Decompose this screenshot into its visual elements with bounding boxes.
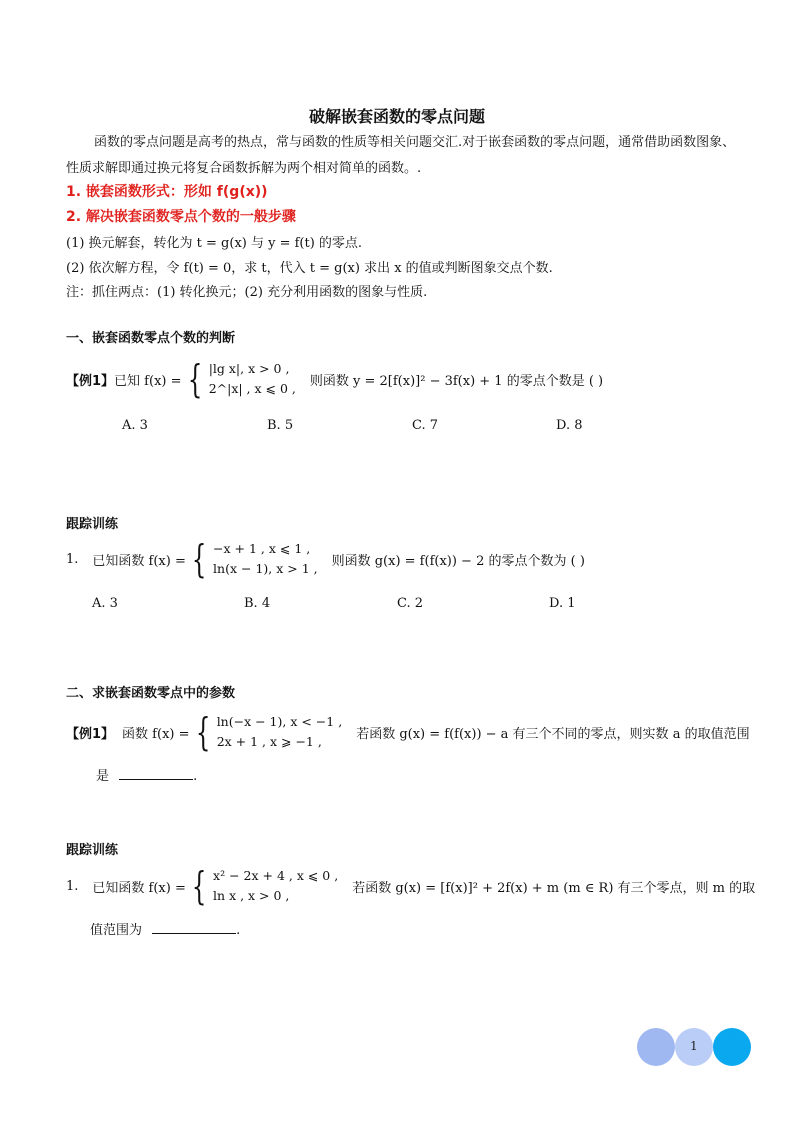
brace-glyph: {: [191, 864, 207, 908]
practice-1-heading: 跟踪训练: [66, 517, 119, 532]
example-question: 若函数 g(x) = f(f(x)) − a 有三个不同的零点，则实数 a 的取值范围: [356, 726, 750, 742]
example-lead: 函数 f(x) =: [122, 726, 190, 742]
note: 注：抓住两点：(1) 转化换元；(2) 充分利用函数的图象与性质.: [66, 285, 428, 300]
piecewise-cases: [209, 359, 296, 399]
option-b: B. 5: [267, 418, 294, 433]
answer-line: [96, 765, 197, 784]
intro-paragraph: 函数的零点问题是高考的热点，常与函数的性质等相关问题交汇.对于嵌套函数的零点问题，通常借助函数图象、性质求解即通过换元将复合函数拆解为两个相对简单的函数。.: [66, 135, 736, 176]
option-c: C. 2: [397, 596, 424, 611]
practice-label: 1.: [66, 878, 79, 894]
option-c: C. 7: [412, 418, 439, 433]
case-1: −x + 1 , x ⩽ 1 ,: [213, 541, 311, 556]
step-2: (2) 依次解方程，令 f(t) = 0，求 t，代入 t = g(x) 求出 x 的值或判断图象交点个数.: [66, 261, 553, 276]
piecewise-cases: [217, 712, 343, 752]
answer-suffix: .: [236, 923, 241, 938]
practice-question: 则函数 g(x) = f(f(x)) − 2 的零点个数为 ( ): [331, 553, 585, 569]
answer-blank[interactable]: [152, 919, 236, 934]
brace-glyph: {: [187, 357, 202, 401]
practice-lead: 已知函数 f(x) =: [92, 880, 186, 896]
practice-question: 若函数 g(x) = [f(x)]² + 2f(x) + m (m ∈ R) 有三个零点，则 m 的取: [352, 880, 756, 896]
section-1-example: [66, 359, 603, 399]
answer-blank[interactable]: [119, 765, 193, 780]
case-2: ln x , x > 0 ,: [213, 888, 290, 903]
practice-label: 1.: [66, 551, 79, 567]
piecewise-cases: [213, 866, 338, 906]
case-2: 2x + 1 , x ⩾ −1 ,: [216, 734, 322, 749]
decor-circle-left: [637, 1028, 675, 1066]
option-a: A. 3: [122, 418, 148, 433]
step-1: (1) 换元解套，转化为 t = g(x) 与 y = f(t) 的零点.: [66, 236, 363, 251]
brace-glyph: {: [191, 537, 207, 581]
decor-circle-right: [713, 1028, 751, 1066]
section-1-practice: [66, 539, 585, 579]
case-2: ln(x − 1), x > 1 ,: [213, 561, 318, 576]
brace-glyph: {: [195, 710, 210, 754]
example-question: 则函数 y = 2[f(x)]² − 3f(x) + 1 的零点个数是 ( ): [309, 373, 604, 389]
case-2: 2^|x| , x ⩽ 0 ,: [208, 381, 296, 396]
point-2-heading: 2. 解决嵌套函数零点个数的一般步骤: [66, 209, 296, 225]
example-label: 【例1】: [66, 726, 115, 742]
option-d: D. 1: [549, 596, 576, 611]
point-1-heading: 1. 嵌套函数形式：形如 f(g(x)): [66, 184, 268, 200]
answer-prefix: 是: [96, 769, 110, 784]
section-1-heading: 一、嵌套函数零点个数的判断: [66, 331, 236, 346]
section-2-practice: [66, 866, 755, 906]
example-lead: 已知 f(x) =: [114, 373, 182, 389]
case-1: x² − 2x + 4 , x ⩽ 0 ,: [213, 868, 339, 883]
answer-prefix: 值范围为: [90, 923, 143, 938]
section-2-heading: 二、求嵌套函数零点中的参数: [66, 686, 236, 701]
piecewise-cases: [213, 539, 318, 579]
page-number: 1: [690, 1039, 698, 1053]
option-d: D. 8: [556, 418, 583, 433]
example-label: 【例1】: [66, 373, 115, 389]
answer-line: [90, 919, 240, 938]
page-title: 破解嵌套函数的零点问题: [308, 107, 485, 126]
case-1: |lg x|, x > 0 ,: [208, 361, 290, 376]
section-2-example: [66, 712, 750, 752]
practice-lead: 已知函数 f(x) =: [92, 553, 186, 569]
answer-suffix: .: [193, 769, 198, 784]
option-a: A. 3: [92, 596, 118, 611]
option-b: B. 4: [244, 596, 271, 611]
practice-2-heading: 跟踪训练: [66, 843, 119, 858]
case-1: ln(−x − 1), x < −1 ,: [216, 714, 343, 729]
